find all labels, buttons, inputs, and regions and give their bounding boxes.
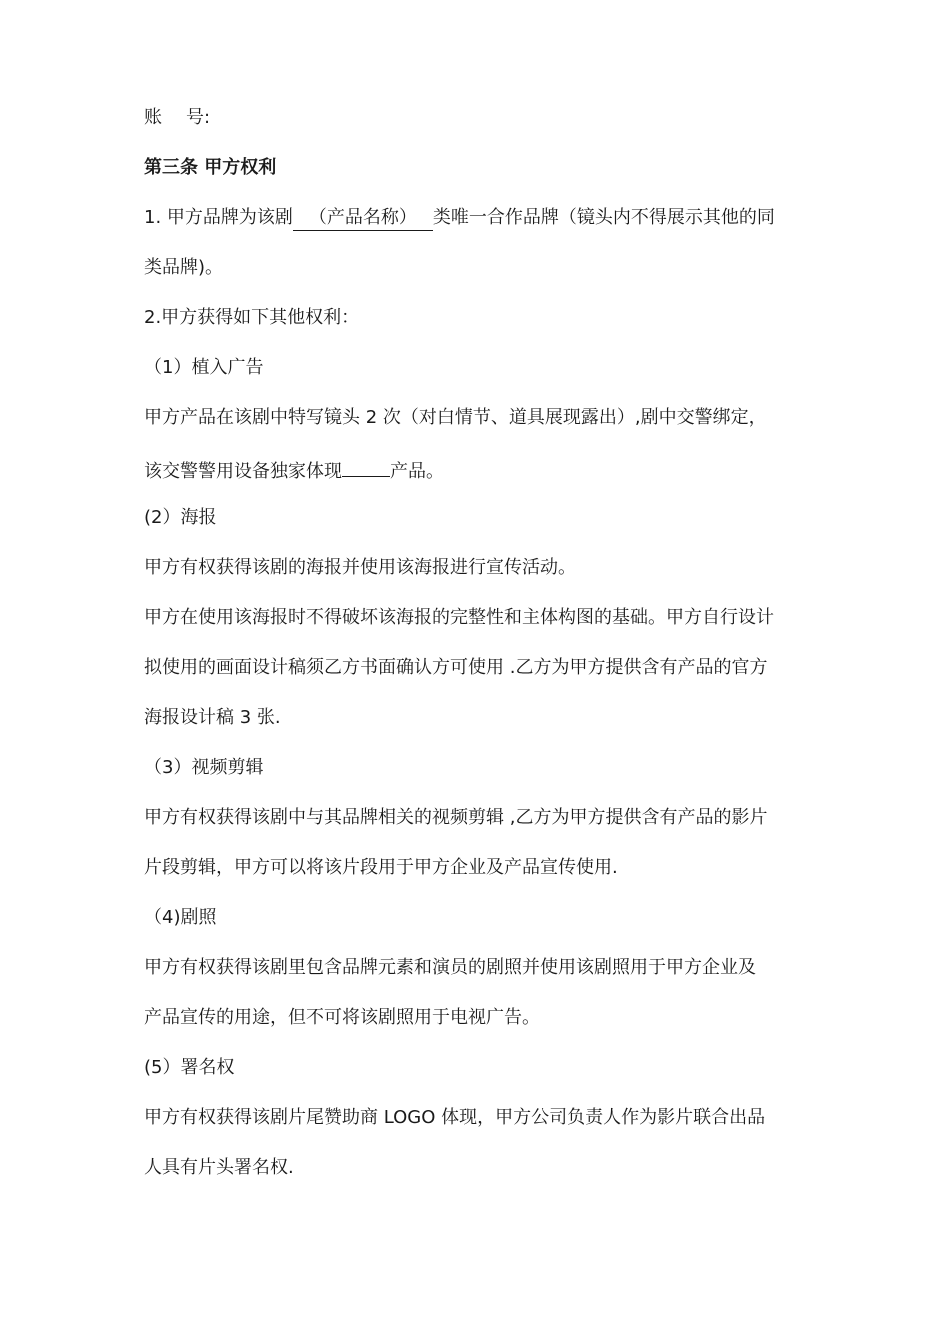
product-blank	[342, 454, 390, 477]
section-title: 第三条 甲方权利	[144, 157, 277, 178]
account-line	[144, 104, 824, 132]
placement-body-2	[144, 454, 824, 486]
stills-body-1: 甲方有权获得该剧里包含品牌元素和演员的剧照并使用该剧照用于甲方企业及	[144, 957, 756, 978]
video-body-2: 片段剪辑，甲方可以将该片段用于甲方企业及产品宣传使用.	[144, 857, 618, 878]
clause-2-line: 2.甲方获得如下其他权利：	[144, 307, 360, 328]
heading-product-placement: （1）植入广告	[144, 357, 264, 378]
placement-body-1: 甲方产品在该剧中特写镜头 2 次（对白情节、道具展现露出）,剧中交警绑定，	[144, 407, 767, 428]
poster-body-4: 海报设计稿 3 张.	[144, 707, 281, 728]
poster-body-3: 拟使用的画面设计稿须乙方书面确认方可使用 .乙方为甲方提供含有产品的官方	[144, 657, 768, 678]
credits-body-2: 人具有片头署名权.	[144, 1157, 294, 1178]
clause-1-continuation: 类品牌)。	[144, 257, 224, 278]
heading-video-clips: （3）视频剪辑	[144, 757, 264, 778]
document-page	[144, 0, 824, 1344]
placement-body-2-suffix: 产品。	[390, 461, 444, 482]
placement-body-2-prefix: 该交警警用设备独家体现	[144, 461, 342, 482]
heading-poster: (2）海报	[144, 507, 217, 528]
heading-credits: (5）署名权	[144, 1057, 235, 1078]
clause-1-prefix: 1. 甲方品牌为该剧	[144, 207, 293, 228]
account-label-b: 号:	[186, 107, 211, 128]
stills-body-2: 产品宣传的用途，但不可将该剧照用于电视广告。	[144, 1007, 540, 1028]
poster-body-1: 甲方有权获得该剧的海报并使用该海报进行宣传活动。	[144, 557, 576, 578]
account-label-a: 账	[144, 107, 162, 128]
credits-body-1: 甲方有权获得该剧片尾赞助商 LOGO 体现，甲方公司负责人作为影片联合出品	[144, 1107, 766, 1128]
poster-body-2: 甲方在使用该海报时不得破坏该海报的完整性和主体构图的基础。甲方自行设计	[144, 607, 774, 628]
video-body-1: 甲方有权获得该剧中与其品牌相关的视频剪辑 ,乙方为甲方提供含有产品的影片	[144, 807, 768, 828]
clause-1-line	[144, 204, 824, 232]
clause-1-suffix: 类唯一合作品牌（镜头内不得展示其他的同	[432, 207, 775, 228]
product-name-blank: （产品名称）	[293, 206, 433, 231]
heading-stills: （4)剧照	[144, 907, 217, 928]
